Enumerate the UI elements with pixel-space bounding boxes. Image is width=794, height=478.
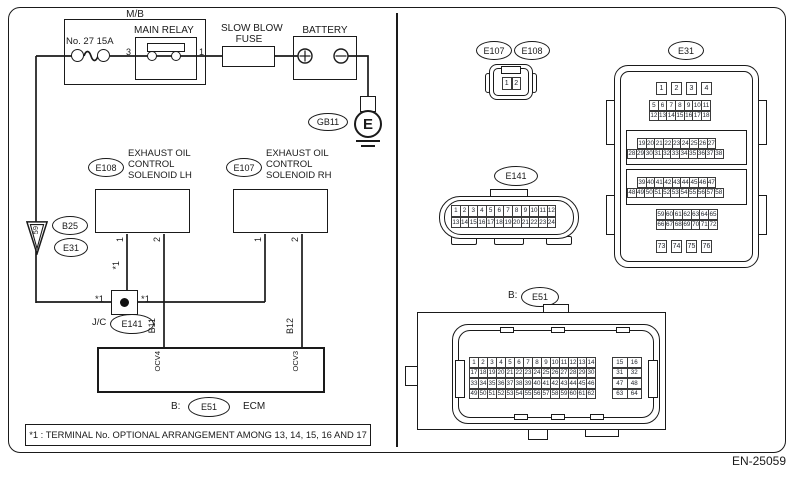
pin-2: 2 — [671, 82, 682, 95]
ground-ref-gb11 — [308, 113, 348, 131]
pinout-e141-label: E141 — [505, 171, 527, 181]
connector-ref-e51-left — [188, 397, 230, 417]
pin-47: 47 — [612, 378, 628, 389]
pin-68: 68 — [674, 221, 682, 229]
e51-pins-row4-left — [470, 389, 596, 400]
solenoid-rh-terminal-1: 1 — [253, 237, 263, 243]
pin-14: 14 — [667, 112, 675, 120]
pin-3: 3 — [468, 205, 478, 217]
pin-48: 48 — [627, 378, 643, 389]
pin-3: 3 — [686, 82, 697, 95]
pin-71: 71 — [700, 221, 708, 229]
e51-latch-left — [455, 360, 465, 398]
pin-15: 15 — [612, 357, 628, 368]
pin-10: 10 — [551, 358, 559, 366]
pin-57: 57 — [706, 189, 714, 197]
solenoid-lh-terminal-2: 2 — [152, 237, 162, 243]
pin-23: 23 — [673, 139, 681, 147]
pin-55: 55 — [524, 390, 532, 398]
pin-22: 22 — [515, 369, 523, 377]
pin-44: 44 — [569, 379, 577, 387]
pin-14: 14 — [587, 358, 595, 366]
pin-56: 56 — [533, 390, 541, 398]
pin-12: 12 — [569, 358, 577, 366]
pinout-ref-e107 — [476, 41, 512, 60]
pin-27: 27 — [707, 139, 715, 147]
pin-62: 62 — [683, 210, 691, 218]
pin-18: 18 — [479, 369, 487, 377]
solenoid-lh-name-1: EXHAUST OIL — [128, 148, 191, 159]
pin-17: 17 — [470, 369, 478, 377]
pin-20: 20 — [512, 217, 522, 229]
pin-53: 53 — [506, 390, 514, 398]
pin-54: 54 — [680, 189, 688, 197]
pin-61: 61 — [578, 390, 586, 398]
e51-pins-row1-left — [470, 357, 596, 368]
ground-hatch-1 — [356, 140, 380, 142]
connector-ref-b25 — [52, 216, 88, 235]
pin-46: 46 — [699, 178, 707, 186]
pin-44: 44 — [681, 178, 689, 186]
pin-59: 59 — [657, 210, 665, 218]
pin-66: 66 — [657, 221, 665, 229]
e51-notch-top-1 — [500, 327, 514, 333]
ground-ref-label: GB11 — [316, 117, 340, 127]
e51-latch-right — [648, 360, 658, 398]
pin-67: 67 — [666, 221, 674, 229]
pin-7: 7 — [666, 100, 676, 111]
pin-6: 6 — [494, 205, 504, 217]
pin-21: 21 — [521, 217, 531, 229]
pinout-e107-label: E107 — [483, 45, 505, 56]
pin-45: 45 — [578, 379, 586, 387]
pin-13: 13 — [451, 217, 461, 229]
pin-16: 16 — [477, 217, 487, 229]
pin-74: 74 — [671, 240, 682, 253]
solenoid-rh-name-2: CONTROL — [266, 159, 313, 170]
pin-3: 3 — [487, 357, 497, 368]
pin-50: 50 — [479, 390, 487, 398]
pin-24: 24 — [681, 139, 689, 147]
pin-11: 11 — [702, 101, 710, 109]
star1-right: *1 — [141, 294, 150, 305]
pinout-ref-e31 — [668, 41, 704, 60]
battery-minus-icon — [333, 48, 349, 64]
pin-59: 59 — [560, 390, 568, 398]
pin-26: 26 — [699, 139, 707, 147]
doc-code: EN-25059 — [731, 454, 786, 468]
pin-41: 41 — [655, 178, 663, 186]
pin-8: 8 — [532, 357, 542, 368]
e51-pins-row2-left — [470, 368, 596, 379]
pin-39: 39 — [524, 379, 532, 387]
pin-9: 9 — [541, 357, 551, 368]
pin-20: 20 — [497, 369, 505, 377]
fuse-terminal-left — [71, 49, 84, 62]
connector-ref-e31-left — [54, 238, 88, 257]
pin-64: 64 — [700, 210, 708, 218]
pin-18: 18 — [494, 217, 504, 229]
pin-26: 26 — [551, 369, 559, 377]
pin-27: 27 — [560, 369, 568, 377]
main-relay-label: MAIN RELAY — [134, 25, 194, 36]
pin-72: 72 — [709, 221, 717, 229]
pin-12: 12 — [650, 112, 658, 120]
pin-60: 60 — [569, 390, 577, 398]
e51-pins-row3-left — [470, 378, 596, 389]
pin-32: 32 — [627, 368, 643, 379]
e51-notch-bottom-3 — [590, 414, 604, 420]
pin-37: 37 — [706, 150, 714, 158]
pin-49: 49 — [637, 189, 645, 197]
connector-ref-e107 — [226, 158, 262, 177]
pin-43: 43 — [673, 178, 681, 186]
pin-35: 35 — [488, 379, 496, 387]
e31-pins-row-a1 — [650, 100, 711, 111]
pin-1: 1 — [469, 357, 479, 368]
relay-contact-left — [147, 51, 157, 61]
pin-5: 5 — [649, 100, 659, 111]
pin-1: 1 — [451, 205, 461, 217]
e31-pins-bottom — [656, 240, 712, 253]
pin-76: 76 — [701, 240, 712, 253]
pin-62: 62 — [587, 390, 595, 398]
pin-57: 57 — [542, 390, 550, 398]
pin-21: 21 — [655, 139, 663, 147]
slow-blow-label-1: SLOW BLOW — [221, 23, 283, 34]
pin-2: 2 — [478, 357, 488, 368]
fuse-label: No. 27 15A — [66, 36, 114, 47]
pin-52: 52 — [663, 189, 671, 197]
pin-10: 10 — [529, 205, 539, 217]
pin-22: 22 — [664, 139, 672, 147]
pin-70: 70 — [692, 221, 700, 229]
pin-19: 19 — [638, 139, 646, 147]
e51-notch-bottom-1 — [514, 414, 528, 420]
b25-label: B25 — [61, 220, 78, 231]
e51-pins-row1-right — [613, 357, 642, 368]
pin-63: 63 — [612, 389, 628, 400]
pinout-e51-label: E51 — [531, 292, 548, 302]
pinout-e51-prefix: B: — [508, 290, 518, 301]
pin-37: 37 — [506, 379, 514, 387]
footnote-text: *1 : TERMINAL No. OPTIONAL ARRANGEMENT AMONG 13, 14, 15, 16 AND 17 — [29, 429, 367, 440]
jc-label: J/C — [92, 317, 107, 328]
e51-notch-top-2 — [551, 327, 565, 333]
relay-contact-right — [171, 51, 181, 61]
pin-30: 30 — [645, 150, 653, 158]
pin-13: 13 — [659, 112, 667, 120]
pin-33: 33 — [671, 150, 679, 158]
pin-28: 28 — [628, 150, 636, 158]
pin-1: 1 — [502, 77, 512, 90]
pin-38: 38 — [515, 379, 523, 387]
battery-label: BATTERY — [302, 25, 348, 36]
solenoid-lh-terminal-1: 1 — [115, 237, 125, 243]
pin-29: 29 — [637, 150, 645, 158]
pin-31: 31 — [612, 368, 628, 379]
pin-36: 36 — [697, 150, 705, 158]
e31-pins-row-c1 — [638, 177, 716, 188]
pin-65: 65 — [709, 210, 717, 218]
e107-label: E107 — [233, 162, 255, 173]
pin-60: 60 — [666, 210, 674, 218]
fuse-terminal-right — [97, 49, 110, 62]
ecm-name: ECM — [243, 401, 266, 412]
pin-19: 19 — [488, 369, 496, 377]
e51-notch-bottom-2 — [551, 414, 565, 420]
e31-pins-row-c2 — [628, 188, 724, 199]
pin-24: 24 — [547, 217, 557, 229]
pin-1: 1 — [656, 82, 667, 95]
pin-17: 17 — [693, 112, 701, 120]
pin-40: 40 — [647, 178, 655, 186]
pin-73: 73 — [656, 240, 667, 253]
battery-plus-icon — [297, 48, 313, 64]
pinout-ref-e108 — [514, 41, 550, 60]
slow-blow-label-2: FUSE — [235, 34, 263, 45]
small-connector-pins — [502, 77, 521, 90]
pin-31: 31 — [654, 150, 662, 158]
pin-21: 21 — [506, 369, 514, 377]
e31-label-left: E31 — [62, 242, 79, 253]
e31-pins-row-d1 — [657, 209, 718, 220]
e51-notch-top-3 — [616, 327, 630, 333]
pin-8: 8 — [512, 205, 522, 217]
pin-24: 24 — [533, 369, 541, 377]
pin-22: 22 — [529, 217, 539, 229]
pin-28: 28 — [569, 369, 577, 377]
pin-23: 23 — [524, 369, 532, 377]
solenoid-rh-box — [233, 189, 328, 233]
pin-42: 42 — [664, 178, 672, 186]
pin-52: 52 — [497, 390, 505, 398]
triangle-page-ref: 59 — [31, 226, 40, 235]
pin-34: 34 — [479, 379, 487, 387]
pin-5: 5 — [505, 357, 515, 368]
pin-69: 69 — [683, 221, 691, 229]
pin-4: 4 — [701, 82, 712, 95]
e51-pins-row2-right — [613, 368, 642, 379]
pin-50: 50 — [645, 189, 653, 197]
pin-46: 46 — [587, 379, 595, 387]
pin-51: 51 — [654, 189, 662, 197]
pin-7: 7 — [503, 205, 513, 217]
ground-earth-icon — [354, 110, 382, 138]
pin-23: 23 — [538, 217, 548, 229]
e51-pins-row4-right — [613, 389, 642, 400]
pin-61: 61 — [674, 210, 682, 218]
pin-15: 15 — [676, 112, 684, 120]
pin-18: 18 — [702, 112, 710, 120]
pin-20: 20 — [647, 139, 655, 147]
pin-2: 2 — [512, 77, 522, 90]
pin-49: 49 — [470, 390, 478, 398]
e141-pins-row-1 — [452, 205, 556, 217]
solenoid-lh-name-3: SOLENOID LH — [128, 170, 192, 181]
e51-pins-row3-right — [613, 378, 642, 389]
pin-58: 58 — [715, 189, 723, 197]
e31-pins-row-d2 — [657, 220, 718, 231]
pin-64: 64 — [627, 389, 643, 400]
pin-51: 51 — [488, 390, 496, 398]
pin-6: 6 — [658, 100, 668, 111]
connector-ref-e108 — [88, 158, 124, 177]
pin-30: 30 — [587, 369, 595, 377]
pin-29: 29 — [578, 369, 586, 377]
pin-5: 5 — [486, 205, 496, 217]
pin-38: 38 — [715, 150, 723, 158]
pin-15: 15 — [468, 217, 478, 229]
junction-dot — [120, 298, 129, 307]
pin-25: 25 — [542, 369, 550, 377]
e31-pins-row-a2 — [650, 111, 711, 122]
ecm-ref-prefix: B: — [171, 401, 181, 412]
pin-33: 33 — [470, 379, 478, 387]
pin-2: 2 — [460, 205, 470, 217]
e141-pins-row-2 — [452, 217, 556, 229]
pin-9: 9 — [521, 205, 531, 217]
wire-label-b11: B11 — [147, 318, 157, 334]
e31-pins-row-b1 — [638, 138, 716, 149]
solenoid-rh-name-3: SOLENOID RH — [266, 170, 332, 181]
pin-7: 7 — [523, 357, 533, 368]
e31-pins-top — [656, 82, 712, 95]
pin-17: 17 — [486, 217, 496, 229]
pin-47: 47 — [707, 178, 715, 186]
small-connector-tab — [501, 66, 521, 74]
e51-label-left: E51 — [200, 402, 217, 412]
pin-43: 43 — [560, 379, 568, 387]
e31-pins-row-b2 — [628, 149, 724, 160]
pin-32: 32 — [663, 150, 671, 158]
pin-16: 16 — [627, 357, 643, 368]
pinout-ref-e141 — [494, 166, 538, 186]
pin-55: 55 — [689, 189, 697, 197]
pin-12: 12 — [547, 205, 557, 217]
ground-hatch-2 — [361, 145, 375, 147]
pin-11: 11 — [538, 205, 548, 217]
pin-40: 40 — [533, 379, 541, 387]
pin-53: 53 — [671, 189, 679, 197]
e108-label: E108 — [95, 162, 117, 173]
e141-label-left: E141 — [121, 319, 143, 329]
ground-letter: E — [362, 115, 373, 133]
pin-8: 8 — [675, 100, 685, 111]
relay-pin-3: 3 — [126, 47, 132, 57]
pin-34: 34 — [680, 150, 688, 158]
pin-36: 36 — [497, 379, 505, 387]
pin-41: 41 — [542, 379, 550, 387]
pinout-e108-label: E108 — [521, 45, 543, 56]
pin-25: 25 — [690, 139, 698, 147]
star1-top: *1 — [111, 261, 121, 270]
pin-58: 58 — [551, 390, 559, 398]
pin-10: 10 — [693, 101, 701, 109]
pin-56: 56 — [697, 189, 705, 197]
mb-label: M/B — [126, 9, 144, 20]
pin-48: 48 — [628, 189, 636, 197]
solenoid-rh-name-1: EXHAUST OIL — [266, 148, 329, 159]
pin-63: 63 — [692, 210, 700, 218]
pin-42: 42 — [551, 379, 559, 387]
pin-39: 39 — [638, 178, 646, 186]
pin-16: 16 — [685, 112, 693, 120]
slow-blow-fuse-box — [222, 46, 275, 67]
wire-label-b12: B12 — [285, 318, 295, 335]
pin-45: 45 — [690, 178, 698, 186]
pin-4: 4 — [477, 205, 487, 217]
solenoid-lh-name-2: CONTROL — [128, 159, 175, 170]
ecm-pin-ocv4: OCV4 — [153, 351, 162, 372]
pin-14: 14 — [460, 217, 470, 229]
pin-11: 11 — [560, 358, 568, 366]
relay-pin-1: 1 — [199, 47, 205, 57]
pin-75: 75 — [686, 240, 697, 253]
ecm-pin-ocv3: OCV3 — [291, 351, 300, 372]
solenoid-rh-terminal-2: 2 — [290, 237, 300, 243]
pin-9: 9 — [684, 100, 694, 111]
pin-4: 4 — [496, 357, 506, 368]
pinout-e31-label: E31 — [677, 45, 694, 56]
star1-left: *1 — [95, 294, 104, 305]
solenoid-lh-box — [95, 189, 190, 233]
pin-19: 19 — [503, 217, 513, 229]
pin-6: 6 — [514, 357, 524, 368]
pin-13: 13 — [578, 358, 586, 366]
pin-54: 54 — [515, 390, 523, 398]
pin-35: 35 — [689, 150, 697, 158]
